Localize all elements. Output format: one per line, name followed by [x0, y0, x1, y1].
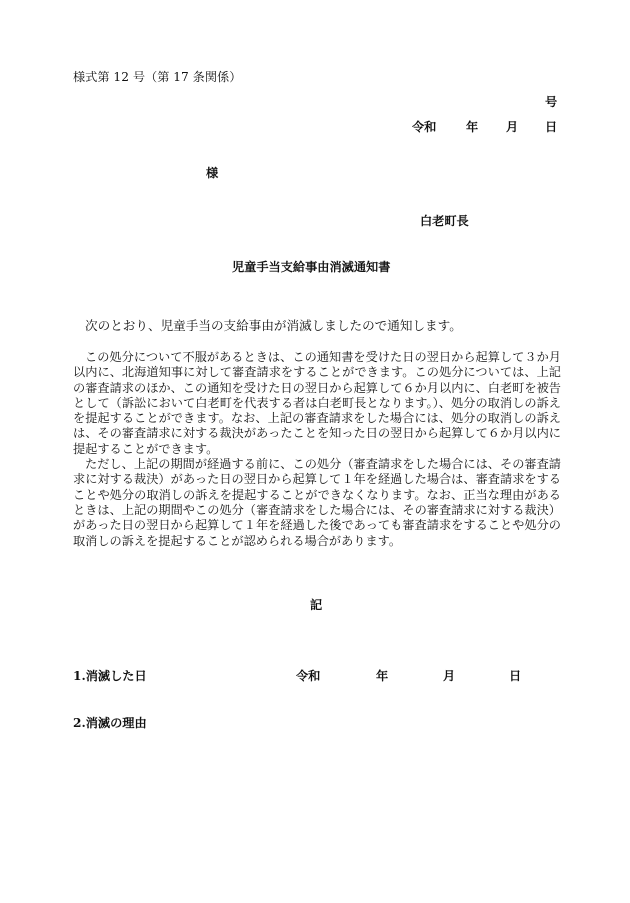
issuer-name: 白老町長 [420, 214, 469, 228]
item2-label: 2.消滅の理由 [73, 716, 147, 730]
item1-label: 1.消滅した日 [73, 669, 147, 683]
date-month: 月 [506, 120, 519, 134]
date-era: 令和 [412, 120, 437, 134]
item1-month: 月 [443, 669, 456, 683]
ki-heading: 記 [310, 598, 323, 612]
notice-body [73, 350, 561, 549]
item1-day: 日 [509, 669, 522, 683]
document-number-label: 号 [545, 95, 558, 109]
intro-text: 次のとおり、児童手当の支給事由が消滅しましたので通知します。 [85, 318, 462, 333]
addressee-suffix: 様 [206, 166, 219, 180]
item1-era: 令和 [296, 669, 321, 683]
date-year: 年 [466, 120, 479, 134]
document-title: 児童手当支給事由消滅通知書 [232, 260, 391, 274]
item1-year: 年 [376, 669, 389, 683]
form-label: 様式第 12 号（第 17 条関係） [73, 70, 242, 84]
appeal-paragraph: この処分について不服があるときは、この通知書を受けた日の翌日から起算して３か月以内に、北海道知事に対して審査請求をすることができます。この処分については、上記の審査請求のほか、この通知を受けた日の翌日から起算して６か月以内に、白老町を被告として（訴訟において白老町を代表する者は白老町長となります。）、処分の取消しの訴えを提起することができます。なお、上記の審査請求をした場合には、処分の取消しの訴えは、その審査請求に対する裁決があったことを知った日の翌日から起算して６か月以内に提起することができます。 [73, 350, 561, 456]
limitation-paragraph: ただし、上記の期間が経過する前に、この処分（審査請求をした場合には、その審査請求に対する裁決）があった日の翌日から起算して１年を経過した場合は、審査請求をすることや処分の取消しの訴えを提起することができなくなります。なお、正当な理由があるときは、上記の期間やこの処分（審査請求をした場合には、その審査請求に対する裁決）があった日の翌日から起算して１年を経過した後であっても審査請求をすることや処分の取消しの訴えを提起することが認められる場合があります。 [73, 457, 561, 548]
date-day: 日 [545, 120, 558, 134]
